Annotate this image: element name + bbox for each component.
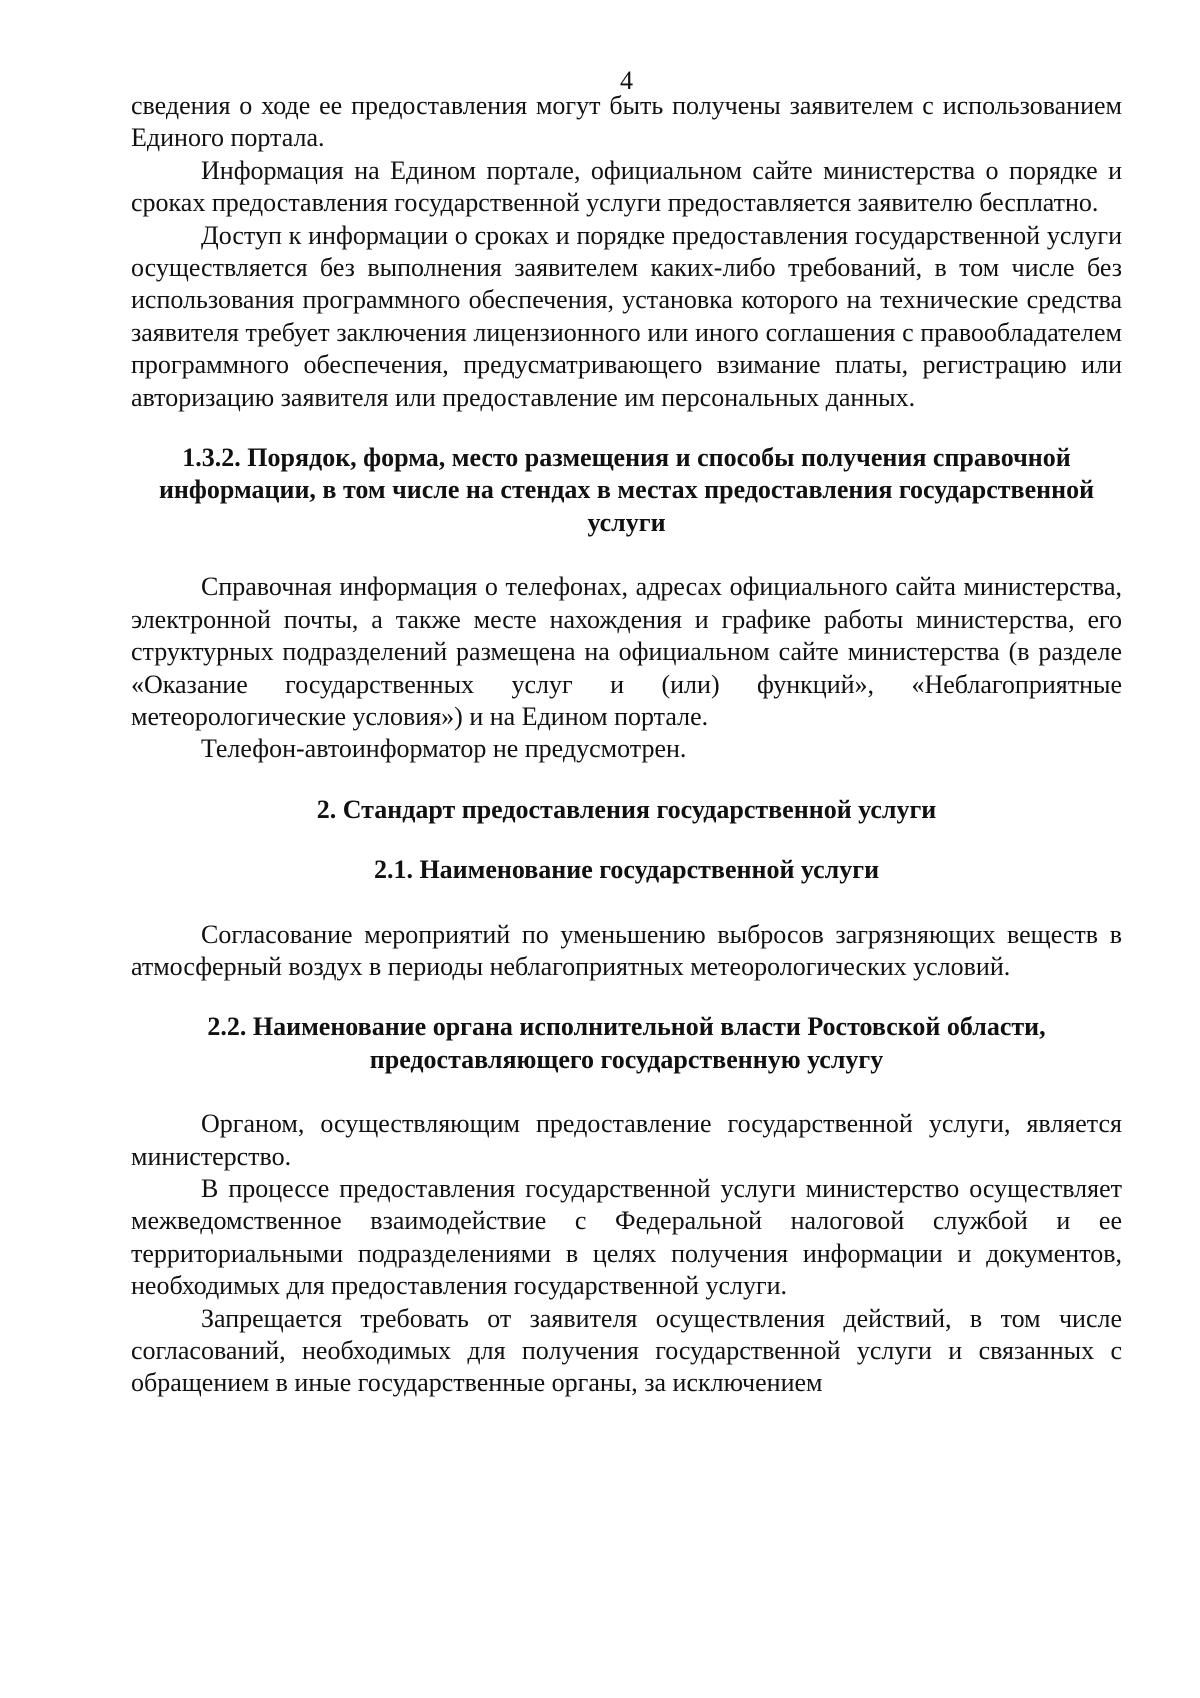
heading-2-2-line2: предоставляющего государственную услугу xyxy=(369,1044,884,1074)
paragraph-free-info: Информация на Едином портале, официальном сайте министерства о порядке и сроках предоставления государственной услуги предоставляется заявителю бесплатно. xyxy=(131,155,1122,218)
paragraph-portal-info: сведения о ходе ее предоставления могут быть получены заявителем с использованием Единого портала. xyxy=(131,91,1122,153)
paragraph-reference-info: Справочная информация о телефонах, адресах официального сайта министерства, электронной почты, а также месте нахождения и графике работы министерства, его структурных подразделений размещена на официальном сайте министерства (в разделе «Оказание государственных услуг и (или) функций», «Неблагоприятные метеорологические условия») и на Едином портале. xyxy=(131,572,1122,731)
heading-1-3-2: 1.3.2. Порядок, форма, место размещения и способы получения справочной информации, в том числе на стендах в местах предоставления государственной услуги xyxy=(158,443,1095,537)
heading-2-2-line1: 2.2. Наименование органа исполнительной власти Ростовской области, xyxy=(207,1012,1046,1042)
page-number: 4 xyxy=(620,66,633,95)
paragraph-authority: Органом, осуществляющим предоставление государственной услуги, является министерство. xyxy=(131,1109,1122,1171)
heading-2-2 xyxy=(131,1011,1122,1076)
heading-2-1: 2.1. Наименование государственной услуги xyxy=(373,855,880,885)
paragraph-prohibition: Запрещается требовать от заявителя осуществления действий, в том числе согласований, необходимых для получения государственной услуги и связанных с обращением в иные государственные органы, за исключением xyxy=(131,1303,1122,1398)
paragraph-access-info: Доступ к информации о сроках и порядке предоставления государственной услуги осуществляется без выполнения заявителем каких-либо требований, в том числе без использования программного обеспечения, установка которого на технические средства заявителя требует заключения лицензионного или иного соглашения с правообладателем программного обеспечения, предусматривающего взимание платы, регистрацию или авторизацию заявителя или предоставление им персональных данных. xyxy=(131,220,1122,412)
paragraph-autoinformer: Телефон-автоинформатор не предусмотрен. xyxy=(201,734,687,764)
paragraph-service-name: Согласование мероприятий по уменьшению выбросов загрязняющих веществ в атмосферный воздух в периоды неблагоприятных метеорологических условий. xyxy=(131,919,1122,981)
paragraph-interagency: В процессе предоставления государственной услуги министерство осуществляет межведомственное взаимодействие с Федеральной налоговой службой и ее территориальными подразделениями в целях получения информации и документов, необходимых для предоставления государственной услуги. xyxy=(131,1173,1122,1301)
heading-section-2: 2. Стандарт предоставления государственной услуги xyxy=(316,794,937,824)
